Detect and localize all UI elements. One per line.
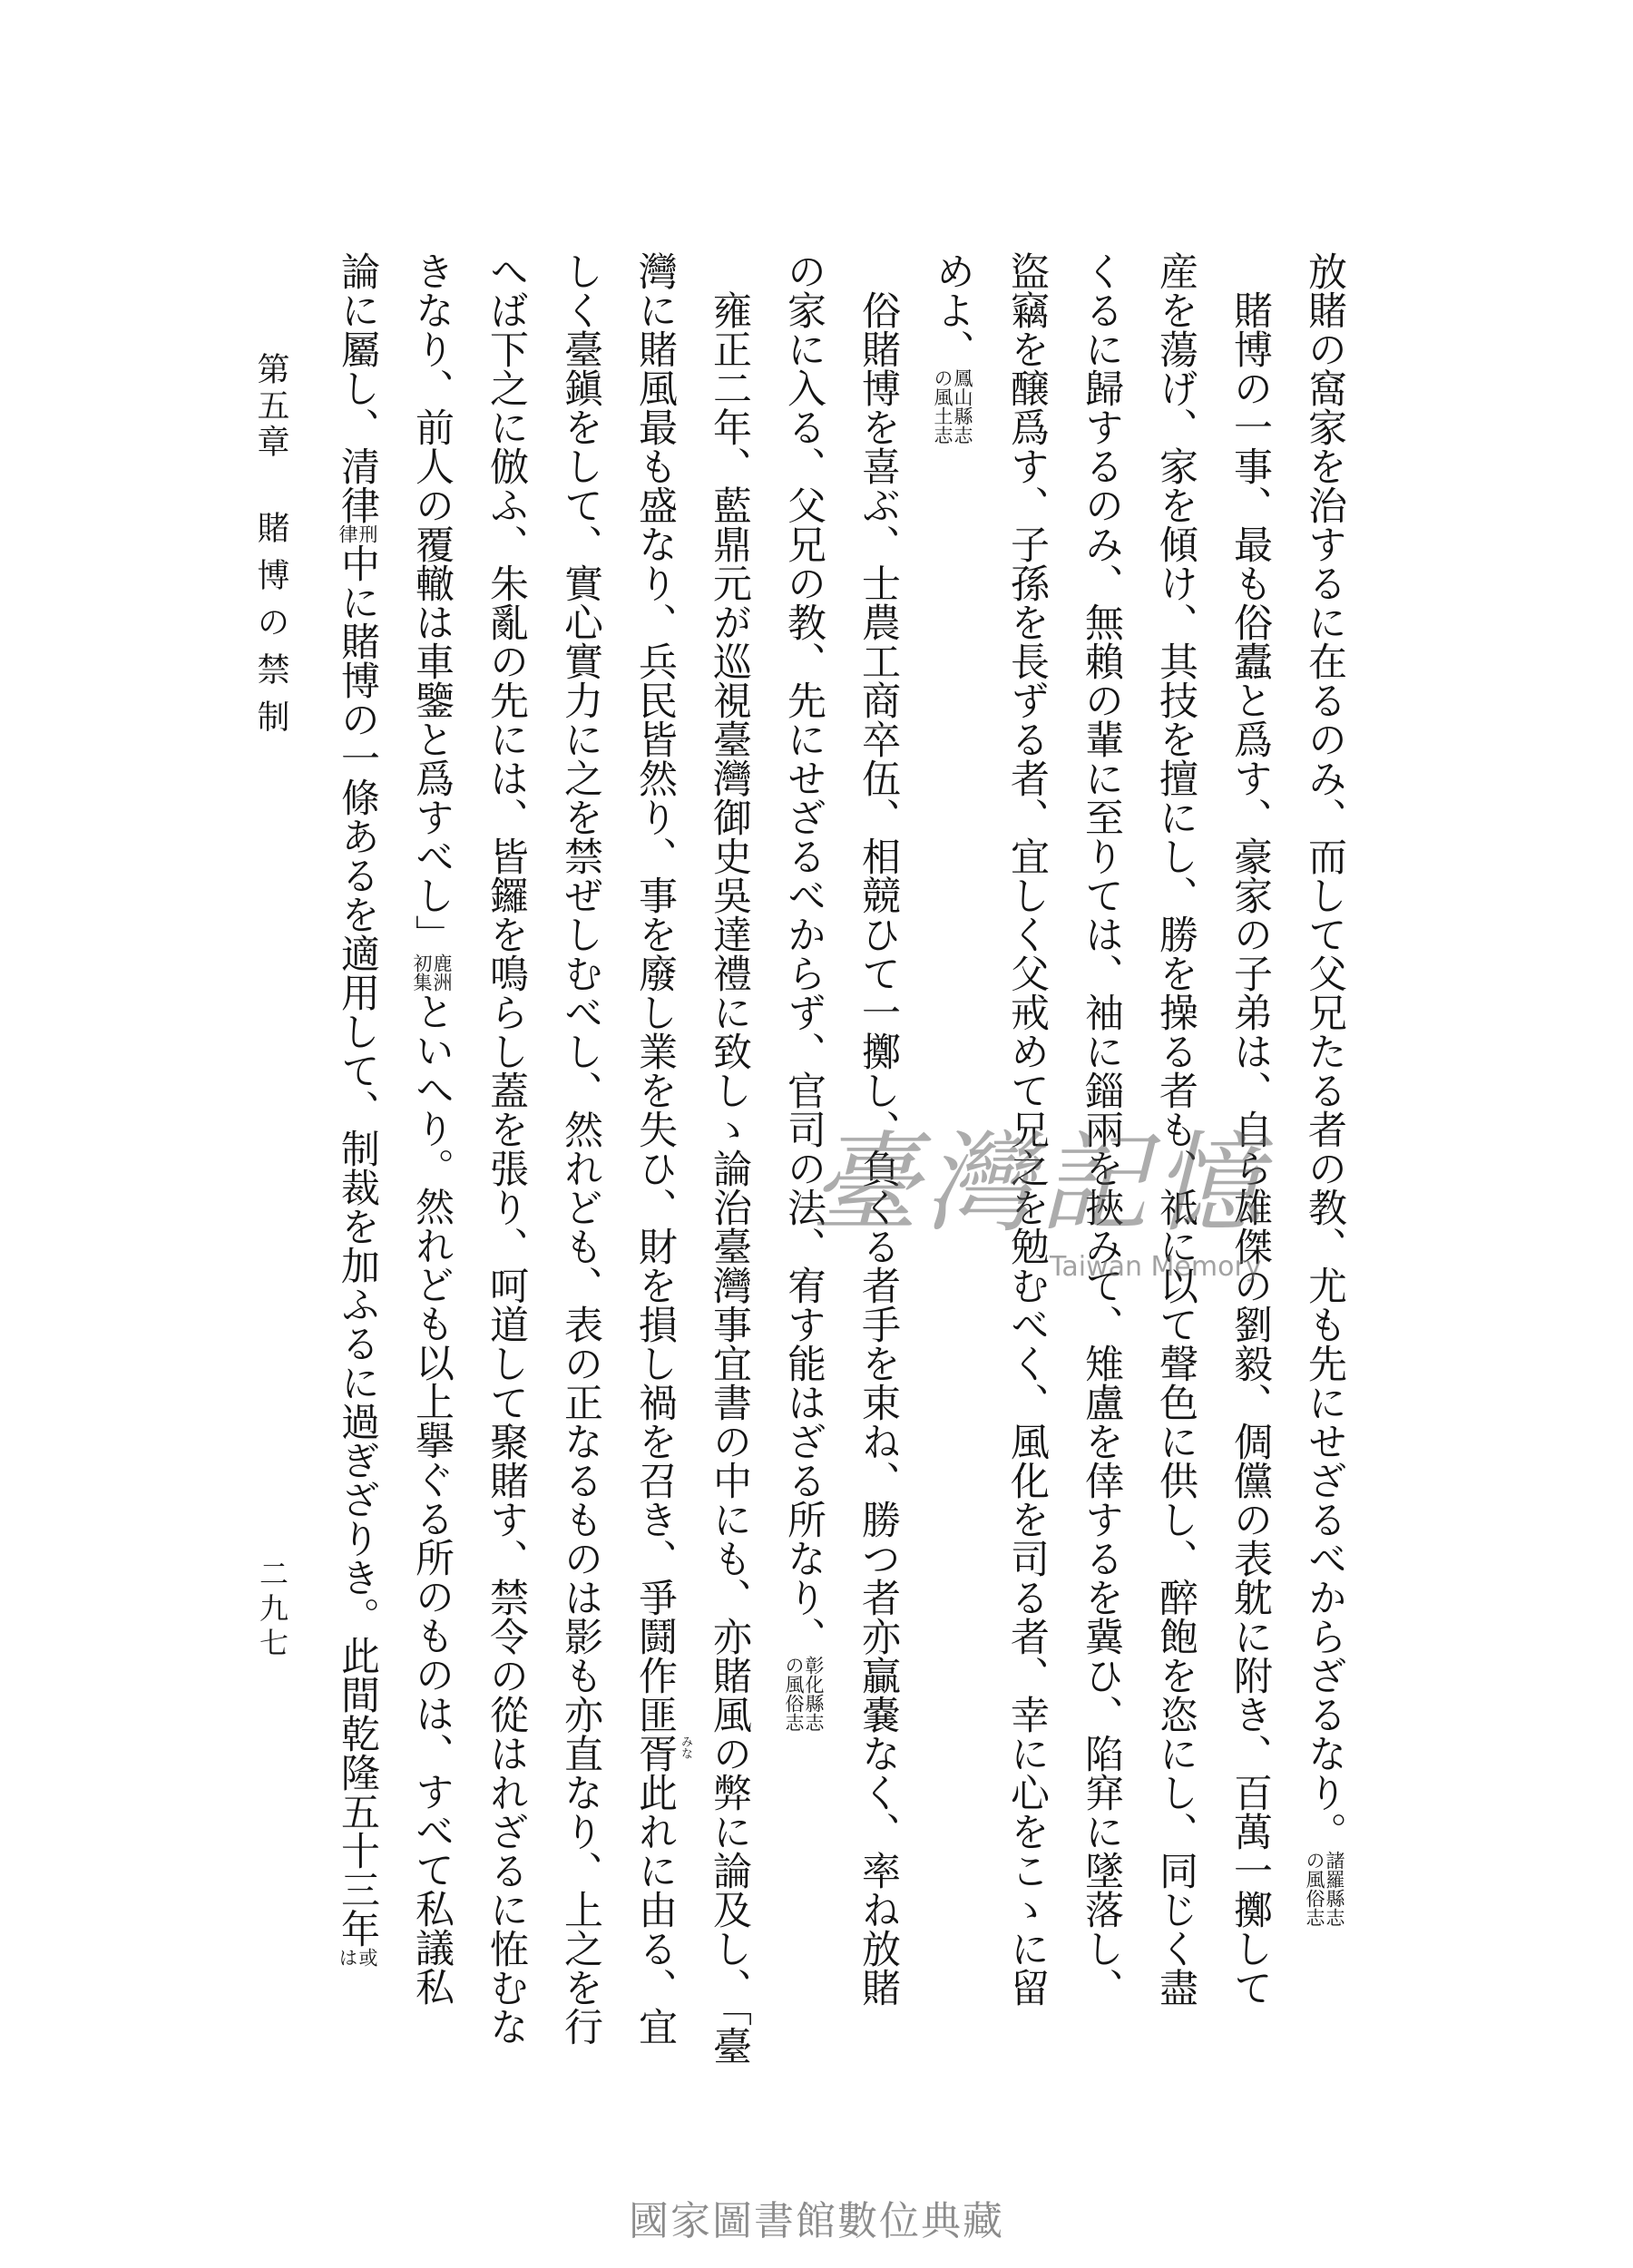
text-column-8 <box>781 251 826 2029</box>
note-line: 刑 <box>357 524 378 543</box>
column-text: 俗賭博を喜ぶ、士農工商卒伍、相競ひて一擲し、負くる者手を束ね、勝つ者亦贏嚢なく、率ね放賭 <box>856 290 901 2007</box>
note-line: 律 <box>337 524 358 543</box>
note-line: 或 <box>357 1948 378 1967</box>
column-text: といへり。然れども以上擧ぐる所のものは、すべて私議私 <box>409 992 455 2006</box>
page-number: 二九七 <box>255 1559 289 1662</box>
inline-citation-note <box>412 953 452 992</box>
archive-footer-watermark: 國家圖書館數位典藏 <box>629 2198 1004 2244</box>
text-column-5 <box>1004 251 1050 2029</box>
watermark-logo-text: 臺灣記憶 <box>810 1121 1267 1247</box>
inline-citation-note <box>1305 1851 1345 1927</box>
text-column-2 <box>1227 251 1273 2029</box>
text-column-1 <box>1302 251 1347 2029</box>
ruby-base: 胥 <box>632 1734 678 1773</box>
ruby-reading: みな <box>679 1735 692 1759</box>
chapter-title: 賭博の禁制 <box>252 511 289 747</box>
inline-citation-note <box>933 368 973 445</box>
text-column-9 <box>707 251 752 2066</box>
column-text: へば下之に倣ふ、朱亂の先には、皆鑼を鳴らし蓋を張り、呵道して聚賭す、禁令の從はれざるに恠むな <box>484 251 529 2046</box>
text-column-12 <box>484 251 529 2046</box>
text-column-7 <box>856 251 901 2029</box>
column-text: きなり、前人の覆轍は車鑒と爲すべし」 <box>409 251 455 953</box>
column-text: しく臺鎭をして、實心實力に之を禁ぜしむべし、然れども、表の正なるものは影も亦直なり、上之を行 <box>558 251 603 2046</box>
note-line: 鳳山縣志 <box>952 368 973 445</box>
note-line: の風土志 <box>932 368 953 445</box>
text-column-3 <box>1153 251 1198 2029</box>
inline-note-end <box>337 1948 377 1967</box>
inline-citation-note <box>337 524 377 543</box>
column-text: 論に屬し、清律 <box>335 251 380 524</box>
note-line: の風俗志 <box>1304 1851 1325 1927</box>
column-text: の家に入る、父兄の教、先にせざるべからず、官司の法、宥す能はざる所なり、 <box>781 251 826 1656</box>
chapter-number: 第五章 <box>252 352 289 461</box>
text-column-11 <box>558 251 603 2046</box>
text-column-10 <box>632 251 692 2046</box>
watermark-subtitle: Taiwan Memory <box>1050 1251 1262 1283</box>
column-text: 中に賭博の一條あるを適用して、制裁を加ふるに過ぎざりき。此間乾隆五十三年 <box>335 543 380 1948</box>
column-text: くるに歸するのみ、無賴の輩に至りては、袖に錙兩を挾みて、雉盧を倖するを冀ひ、陷穽に墜落し、 <box>1079 251 1124 2007</box>
column-text: 産を蕩げ、家を傾け、其技を擅にし、勝を操る者も、祗に以て聲色に供し、醉飽を恣にし、同じく盡 <box>1153 251 1198 2007</box>
note-line: 諸羅縣志 <box>1324 1851 1345 1927</box>
ruby-annotated-char <box>632 1734 692 1773</box>
text-column-13 <box>409 251 455 2029</box>
column-text: 盜竊を醸爲す、子孫を長ずる者、宜しく父戒めて兄之を勉むべく、風化を司る者、幸に心をこゝに留 <box>1004 251 1050 2007</box>
column-text: 賭博の一事、最も俗蠹と爲す、豪家の子弟は、自ら雄傑の劉毅、倜儻の表躭に附き、百萬一擲して <box>1227 290 1273 2007</box>
note-line: は <box>337 1948 358 1967</box>
column-text: 此れに由る、宜 <box>632 1773 678 2046</box>
text-column-14 <box>335 251 380 2029</box>
text-column-4 <box>1079 251 1124 2029</box>
note-line: 鹿洲 <box>431 953 453 992</box>
column-text: めよ、 <box>930 251 975 368</box>
inline-citation-note <box>784 1656 824 1732</box>
text-column-6 <box>930 251 975 2029</box>
column-text: 灣に賭風最も盛なり、兵民皆然り、事を廢し業を失ひ、財を損し禍を召き、爭鬪作匪 <box>632 251 678 1734</box>
column-text: 放賭の窩家を治するに在るのみ、而して父兄たる者の教、尤も先にせざるべからざるなり。 <box>1302 251 1347 1851</box>
note-line: 彰化縣志 <box>803 1656 825 1732</box>
note-line: 初集 <box>411 953 433 992</box>
note-line: の風俗志 <box>783 1656 805 1732</box>
column-text: 雍正二年、藍鼎元が巡視臺灣御史吳達禮に致しゝ論治臺灣事宜書の中にも、亦賭風の弊に論及し、「臺 <box>707 290 752 2066</box>
running-head <box>252 352 288 747</box>
